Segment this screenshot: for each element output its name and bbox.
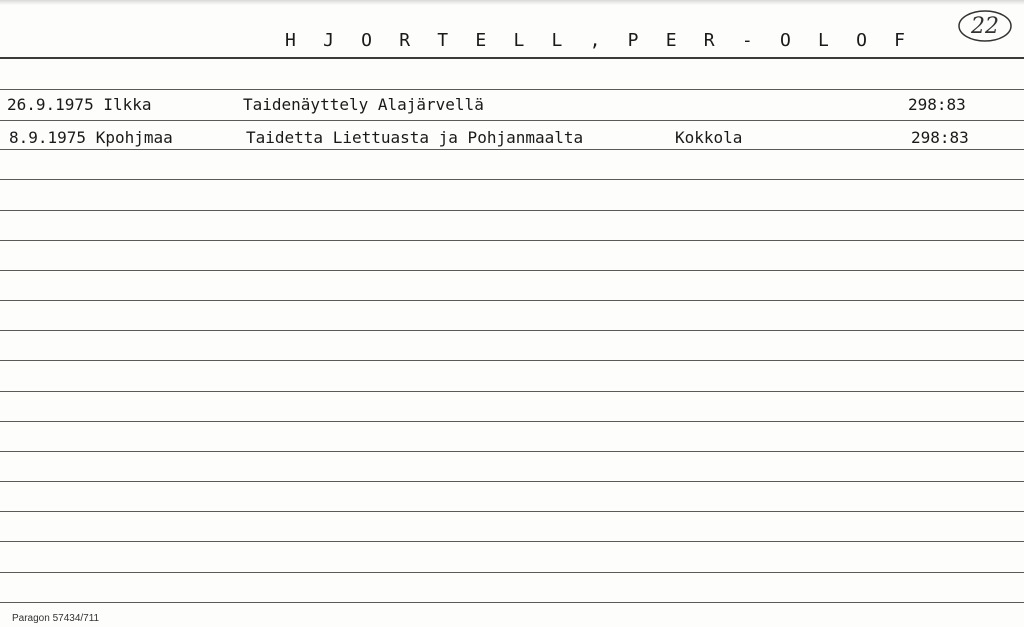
ruled-line: [0, 391, 1024, 392]
svg-text:22: 22: [971, 14, 999, 39]
entry-title: Taidetta Liettuasta ja Pohjanmaalta: [246, 128, 584, 147]
ruled-line: [0, 602, 1024, 603]
header-rule-bottom: [0, 89, 1024, 90]
header-rule-top: [0, 57, 1024, 59]
entry-title: Taidenäyttely Alajärvellä: [243, 95, 484, 114]
card-title: H J O R T E L L , P E R - O L O F: [285, 30, 914, 51]
ruled-line: [0, 541, 1024, 542]
ruled-line: [0, 240, 1024, 241]
ruled-line: [0, 421, 1024, 422]
ruled-line: [0, 270, 1024, 271]
ruled-line: [0, 210, 1024, 211]
ruled-line: [0, 360, 1024, 361]
card-top-edge: [0, 0, 1024, 5]
ruled-line: [0, 572, 1024, 573]
ruled-line: [0, 300, 1024, 301]
ruled-line: [0, 481, 1024, 482]
card-footer-printer-mark: Paragon 57434/711: [12, 613, 100, 624]
entry-row: [0, 128, 1024, 154]
circled-number-mark: [956, 8, 1014, 44]
ruled-line: [0, 330, 1024, 331]
ruled-line: [0, 120, 1024, 121]
ruled-line: [0, 511, 1024, 512]
ruled-line: [0, 451, 1024, 452]
entry-row: [0, 95, 1024, 121]
entry-date-source: 8.9.1975 Kpohjmaa: [9, 128, 173, 147]
entry-place: Kokkola: [675, 128, 743, 147]
entry-code: 298:83: [911, 128, 969, 147]
ruled-line: [0, 149, 1024, 150]
handwritten-card-number: [956, 8, 1014, 44]
ruled-line: [0, 179, 1024, 180]
entry-code: 298:83: [908, 95, 966, 114]
entry-date-source: 26.9.1975 Ilkka: [7, 95, 152, 114]
